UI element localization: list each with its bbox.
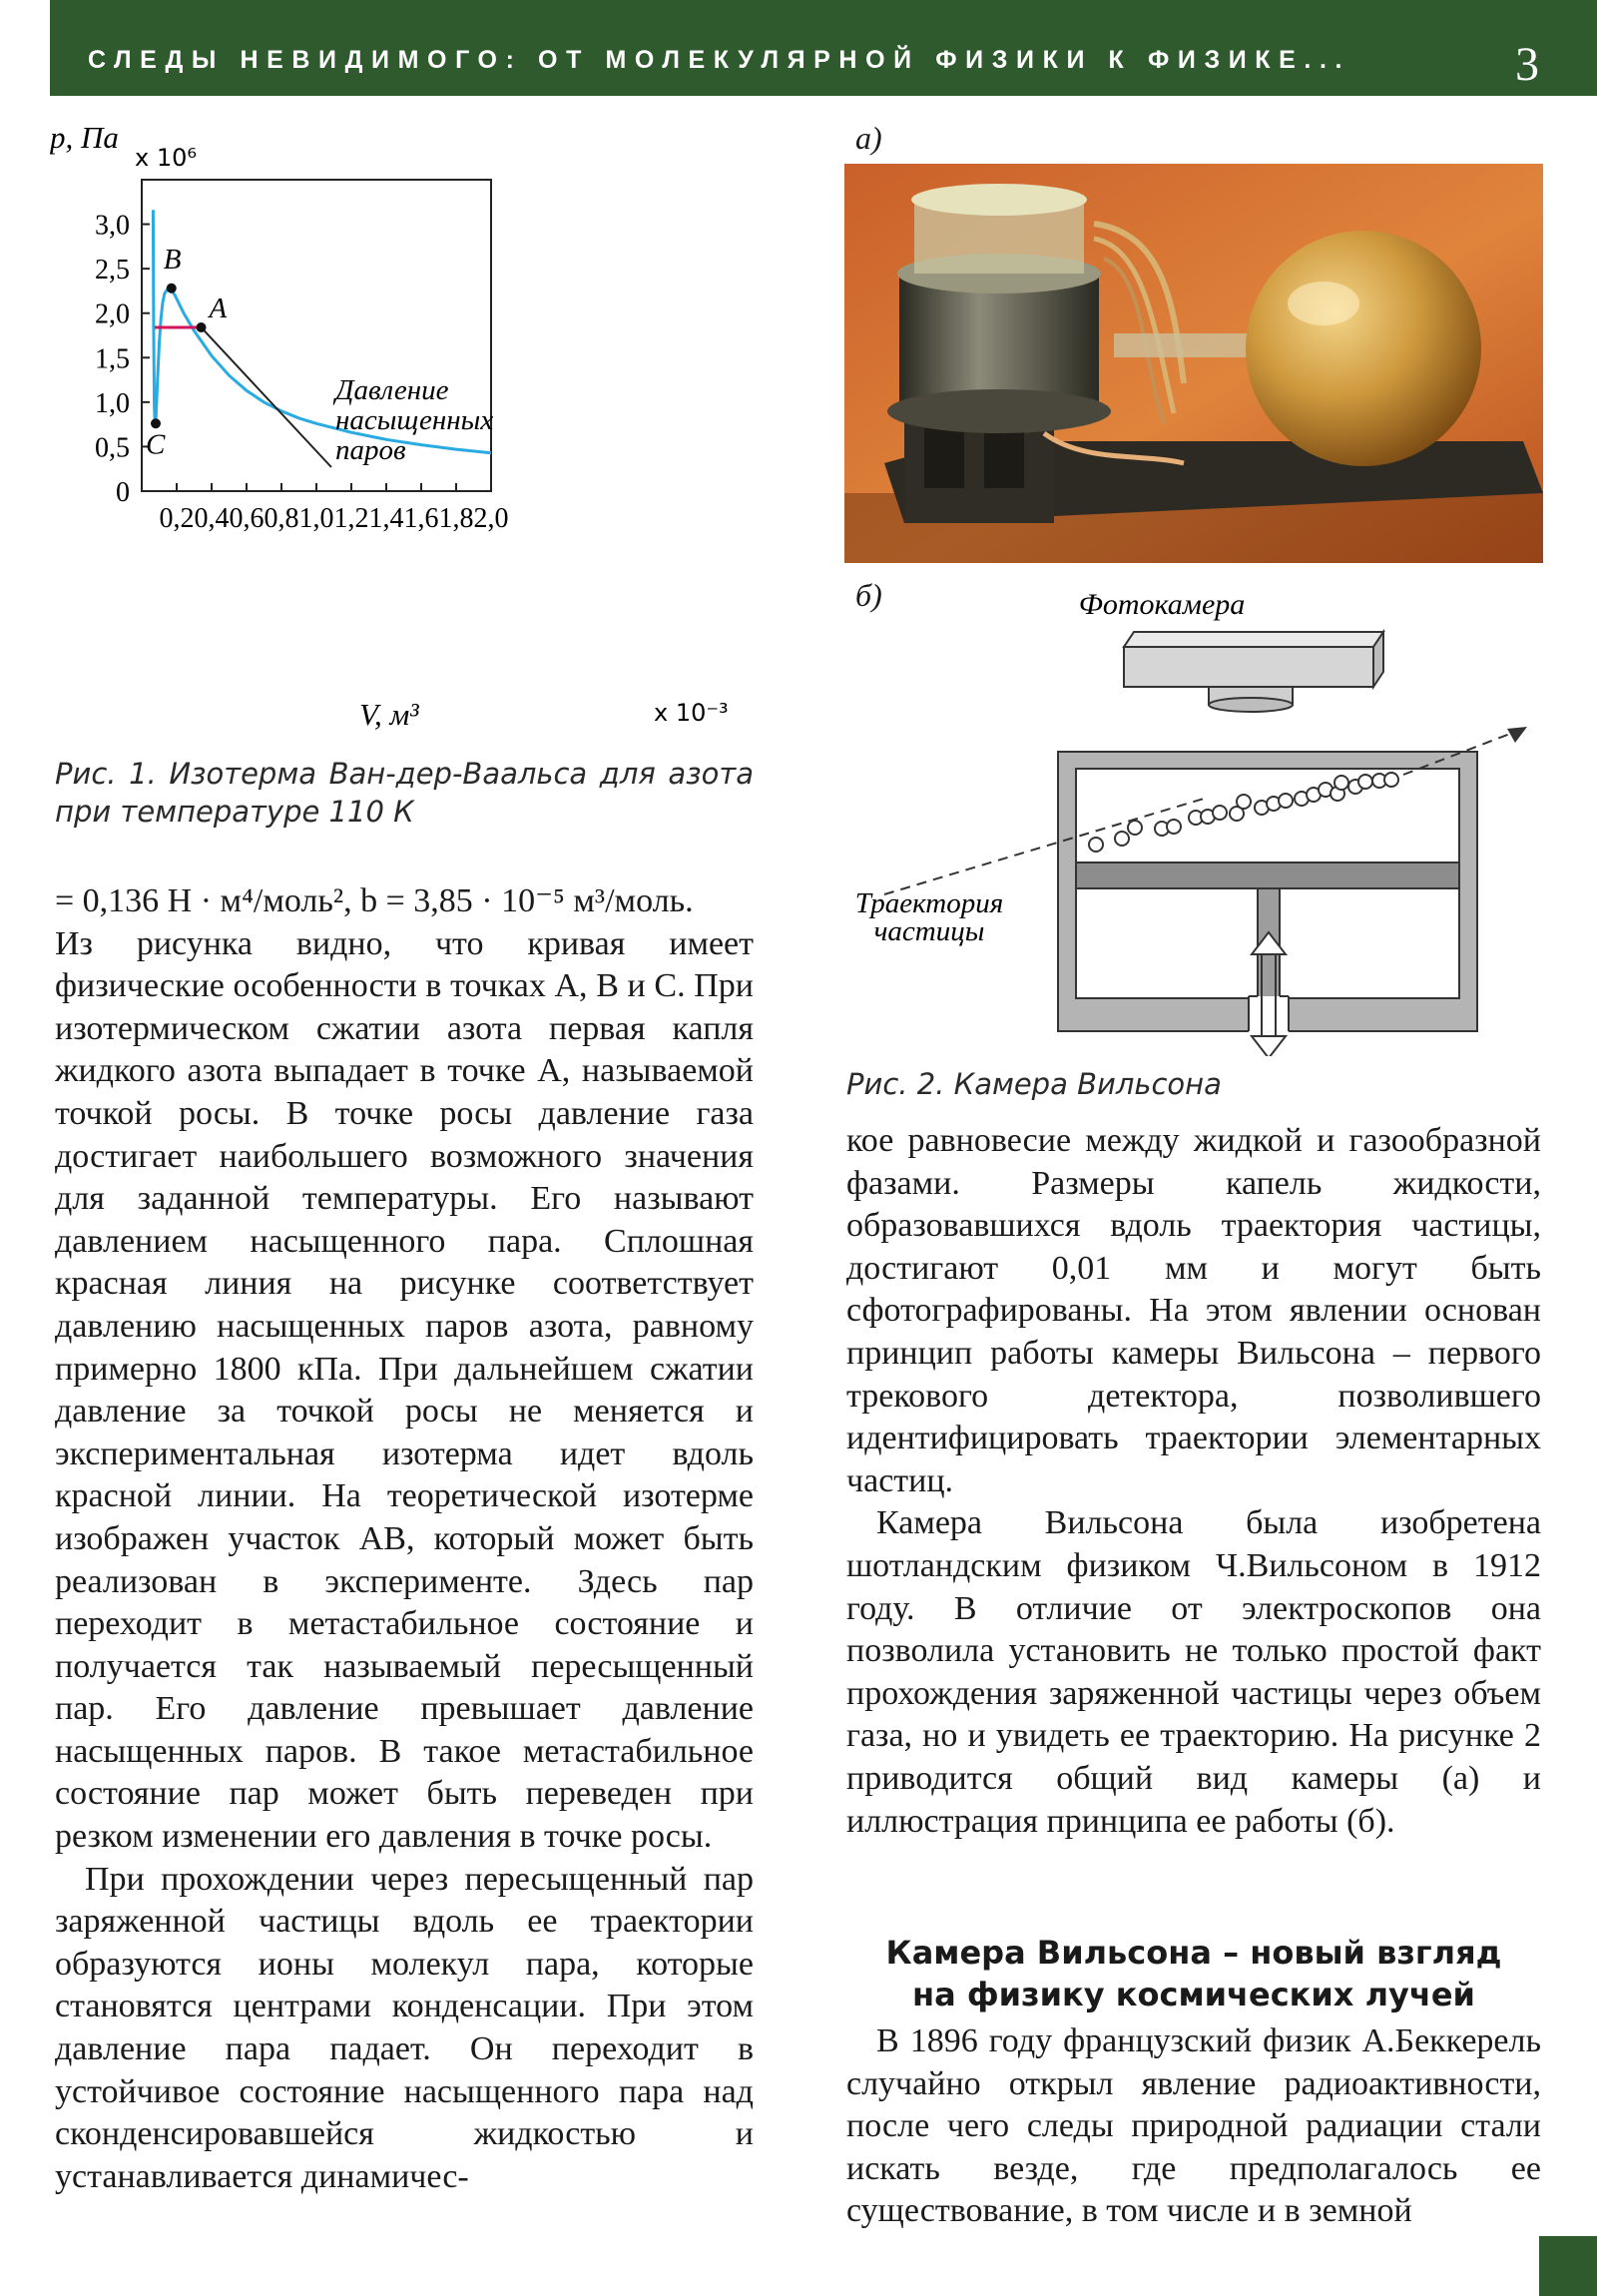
x-tick-label: 1,6 (403, 503, 439, 534)
left-column (55, 880, 754, 2198)
trajectory-arrowhead (1507, 727, 1527, 743)
x-tick-label: 2,0 (473, 503, 509, 534)
x-tick-label: 0,4 (194, 503, 230, 534)
trajectory-label (855, 887, 1003, 947)
section-heading-line-1: Камера Вильсона – новый взгляд (885, 1934, 1502, 1972)
annotation-leader (202, 327, 332, 467)
y-tick-label: 1,0 (95, 387, 130, 419)
droplet (1334, 776, 1348, 790)
annotation-line-3: паров (335, 434, 406, 466)
right-column-bottom (846, 2020, 1541, 2233)
point-b (167, 284, 177, 293)
camera-label: Фотокамера (1078, 588, 1246, 621)
x-tick-label: 1,8 (438, 503, 474, 534)
x-tick-label: 1,0 (298, 503, 334, 534)
droplet (1279, 794, 1293, 808)
right-paragraph-3: В 1896 году французский физик А.Беккерель случайно открыл явление радиоактивности, после чего следы природной радиации стали искать везде, где предполагалось ее существование, в том числе и в земной (846, 2022, 1541, 2230)
x-tick-label: 1,4 (368, 503, 404, 534)
trajectory-label-line-2: частицы (873, 915, 985, 947)
droplet (1384, 773, 1398, 787)
point-label-b: B (163, 243, 182, 276)
left-paragraph-1: Из рисунка видно, что кривая имеет физические особенности в точках A, B и C. При изотермическом сжатии азота первая капля жидкого азота выпадает в точке A, называемой точкой росы. В точке росы давление газа достигает наибольшего возможного значения для заданной температуры. Его называют давлением насыщенного пара. Сплошная красная линия на рисунке соответствует давлению насыщенных паров азота, равному примерно 1800 кПа. При дальнейшем сжатии давление за точкой росы не меняется и экспериментальная изотерма идет вдоль красной линии. На теоретической изотерме изображен участок AB, который может быть реализован в эксперименте. Здесь пар переходит в метастабильное состояние и получается так называемый пересыщенный пар. Его давление превышает давление насыщенных паров. В такое метастабильное состояние пар может быть переведен при резком изменении его давления в точке росы. (55, 924, 754, 1856)
left-paragraph-2: При прохождении через пересыщенный пар заряженной частицы вдоль ее траектории образуются ионы молекул пара, которые становятся центрами конденсации. При этом давление пара падает. Он переходит в устойчивое состояние насыщенного пара над сконденсировавшейся жидкостью и устанавливается динамичес- (55, 1860, 754, 2195)
figure2-label-a: а) (855, 120, 882, 156)
point-label-c: C (146, 428, 166, 461)
figure2-label-b: б) (855, 577, 882, 613)
droplet (1115, 832, 1129, 846)
wilson-chamber-photo (844, 164, 1543, 563)
figure1-caption: Рис. 1. Изотерма Ван-дер-Ваальса для азота при температуре 110 К (55, 757, 754, 829)
right-column-top (846, 1120, 1541, 1843)
y-tick-label: 1,5 (95, 343, 130, 375)
y-tick-label: 3,0 (95, 210, 130, 242)
formula: = 0,136 Н · м⁴/моль², b = 3,85 · 10⁻⁵ м³/моль. (55, 882, 694, 919)
point-c (151, 418, 161, 428)
x-axis-label: V, м³ (359, 697, 419, 732)
x-tick-label: 1,2 (333, 503, 369, 534)
droplet (1358, 775, 1372, 789)
x-tick-label: 0,6 (229, 503, 265, 534)
x-tick-label: 0,2 (159, 503, 195, 534)
droplet (1237, 795, 1251, 809)
y-tick-label: 2,0 (95, 298, 130, 330)
running-title: СЛЕДЫ НЕВИДИМОГО: ОТ МОЛЕКУЛЯРНОЙ ФИЗИКИ К ФИЗИКЕ... (88, 46, 1351, 74)
section-heading-line-2: на физику космических лучей (912, 1976, 1475, 2013)
plot-frame (142, 180, 494, 491)
page-number: 3 (1515, 38, 1539, 91)
piston (1076, 862, 1459, 888)
page-header (50, 0, 1597, 96)
section-heading (846, 1932, 1541, 2015)
camera-box (1124, 632, 1383, 712)
chamber-body (1058, 752, 1477, 1032)
right-paragraph-2: Камера Вильсона была изобретена шотландским физиком Ч.Вильсоном в 1912 году. В отличие от электроскопов она позволила установить не только простой факт прохождения заряженной частицы через объем газа, но и увидеть ее траекторию. На рисунке 2 приводится общий вид камеры (а) и иллюстрация принципа ее работы (б). (846, 1504, 1541, 1840)
point-label-a: A (209, 291, 228, 324)
y-tick-label: 0 (116, 477, 130, 508)
wilson-chamber-diagram (844, 577, 1543, 1056)
x-tick-label: 0,8 (264, 503, 299, 534)
annotation-line-2: насыщенных (335, 404, 494, 436)
y-axis-label: p, Па (50, 120, 119, 155)
curve-annotation (332, 374, 493, 466)
footer-tab (1539, 2236, 1597, 2296)
trajectory-label-line-1: Траектория (854, 887, 1004, 919)
x-multiplier: x 10⁻³ (654, 699, 729, 727)
droplet (1128, 821, 1142, 835)
isotherm-chart (50, 118, 769, 737)
figure2-caption: Рис. 2. Камера Вильсона (846, 1067, 1222, 1101)
y-tick-label: 0,5 (95, 432, 130, 464)
droplet (1089, 838, 1103, 852)
y-tick-label: 2,5 (95, 255, 130, 287)
point-a (197, 322, 207, 332)
droplet (1213, 806, 1227, 820)
droplet (1167, 820, 1181, 834)
y-multiplier: x 10⁶ (135, 144, 197, 172)
glass-bulb (1246, 231, 1481, 466)
annotation-line-1: Давление (335, 374, 449, 406)
right-paragraph-1: кое равновесие между жидкой и газообразной фазами. Размеры капель жидкости, образовавшихся вдоль траектория частицы, достигают 0,01 мм и могут быть сфотографированы. На этом явлении основан принцип работы камеры Вильсона – первого трекового детектора, позволившего идентифицировать траектории элементарных частиц. (846, 1122, 1541, 1499)
